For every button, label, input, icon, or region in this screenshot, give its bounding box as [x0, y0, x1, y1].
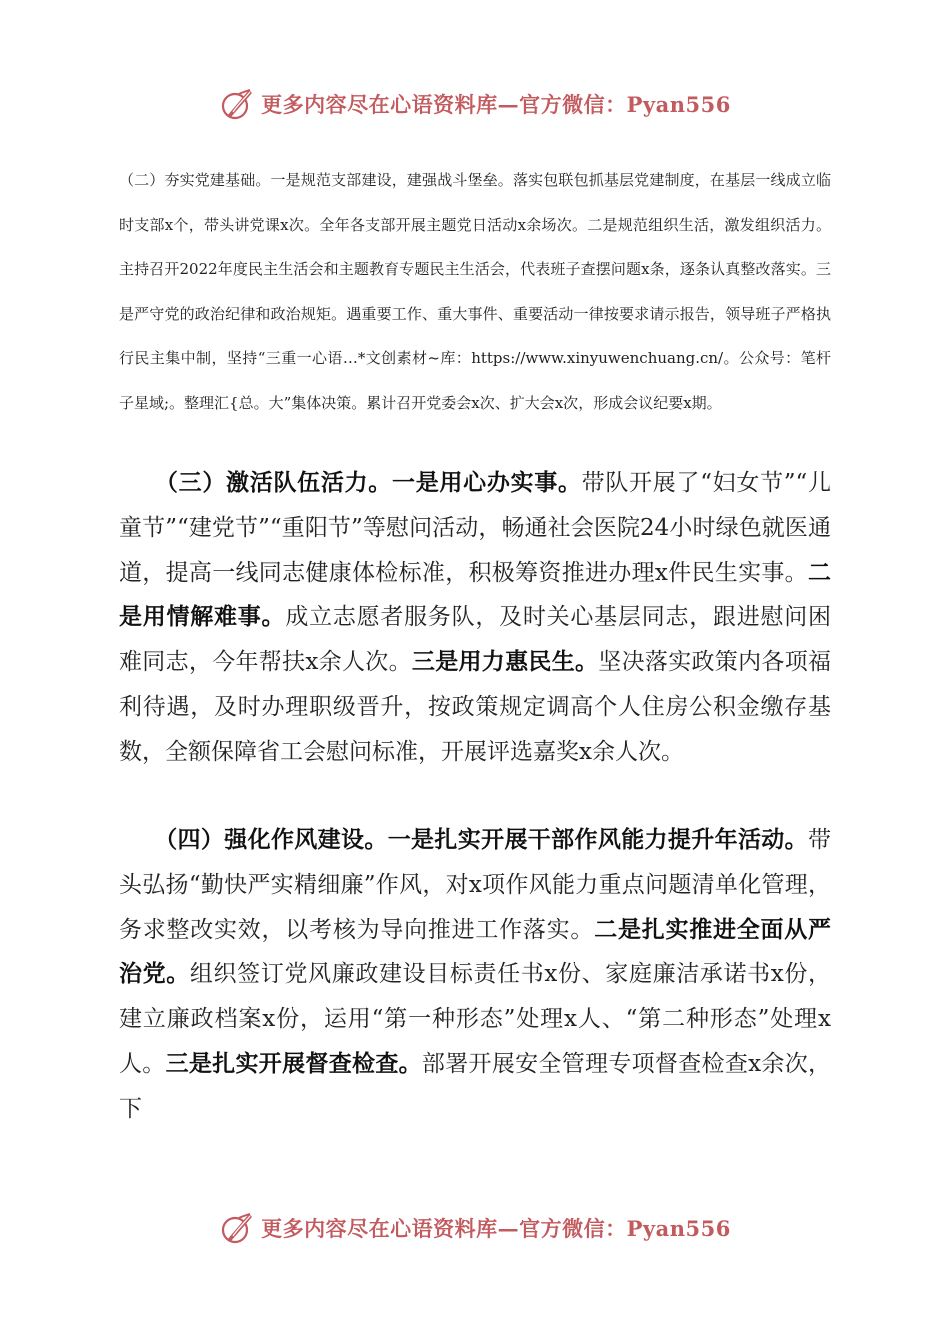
footer-banner: [0, 1206, 950, 1250]
footer-banner-text: 更多内容尽在心语资料库—官方微信：Pyan556: [261, 1216, 731, 1241]
section-4-point-2-heading: 二是扎实推进全面从严治党。: [119, 915, 832, 988]
section-3-point-3-heading: 三是用力惠民生。: [411, 648, 599, 676]
section-4-point-2-text: 组织签订党风廉政建设目标责任书x份、家庭廉洁承诺书x份，建立廉政档案x份，运用“第一种形态”处理x人、“第二种形态”处理x人。: [119, 961, 831, 1077]
section-3-heading: （三）激活队伍活力。: [166, 469, 392, 496]
section-3-paragraph: [119, 461, 831, 775]
section-4-point-3-text: 部署开展安全管理专项督查检查x余次，下: [119, 1050, 832, 1122]
header-banner-text: 更多内容尽在心语资料库—官方微信：Pyan556: [261, 92, 731, 117]
section-3-point-3-text: 坚决落实政策内各项福利待遇，及时办理职级晋升，按政策规定调高个人住房公积金缴存基数，全额保障省工会慰问标准，开展评选嘉奖x余人次。: [119, 649, 832, 765]
section-4-point-1-text: 带头弘扬“勤快严实精细廉”作风，对x项作风能力重点问题清单化管理，务求整改实效，以考核为导向推进工作落实。: [119, 827, 832, 943]
section-2-paragraph: [119, 158, 831, 426]
quill-pen-logo-icon: [219, 86, 255, 122]
section-3-point-2-text: 成立志愿者服务队，及时关心基层同志，跟进慰问困难同志，今年帮扶x余人次。: [119, 604, 832, 676]
section-2-body: 一是规范支部建设，建强战斗堡垒。落实包联包抓基层党建制度，在基层一线成立临时支部x个，带头讲党课x次。全年各支部开展主题党日活动x余场次。二是规范组织生活，激发组织活力。主持召开2022年度民主生活会和主题教育专题民主生活会，代表班子查摆问题x条，逐条认真整改落实。三是严守党的政治纪律和政治规矩。遇重要工作、重大事件、重要活动一律按要求请示报告，领导班子严格执行民主集中制，坚持“三重一心语…*文创素材~库：https://www.xinyuwenchuang.cn/。公众号：笔杆子星域;。整理汇{总。大”集体决策。累计召开党委会x次、扩大会x次，形成会议纪要x期。: [119, 171, 831, 412]
section-4-paragraph: [119, 818, 831, 1132]
quill-pen-logo-icon: [219, 1210, 255, 1246]
section-3-point-1-text: 带队开展了“妇女节”“儿童节”“建党节”“重阳节”等慰问活动，畅通社会医院24小时绿色就医通道，提高一线同志健康体检标准，积极筹资推进办理x件民生实事。: [119, 470, 832, 586]
section-3-point-1-heading: 一是用心办实事。: [392, 469, 582, 496]
section-4-heading: （四）强化作风建设。: [165, 826, 388, 853]
section-2-heading: （二）夯实党建基础。: [119, 171, 271, 189]
section-4-point-1-heading: 一是扎实开展干部作风能力提升年活动。: [387, 826, 809, 853]
section-4-point-3-heading: 三是扎实开展督查检查。: [165, 1049, 422, 1077]
section-3-point-2-heading: 二是用情解难事。: [119, 558, 831, 631]
header-banner: [0, 82, 950, 126]
